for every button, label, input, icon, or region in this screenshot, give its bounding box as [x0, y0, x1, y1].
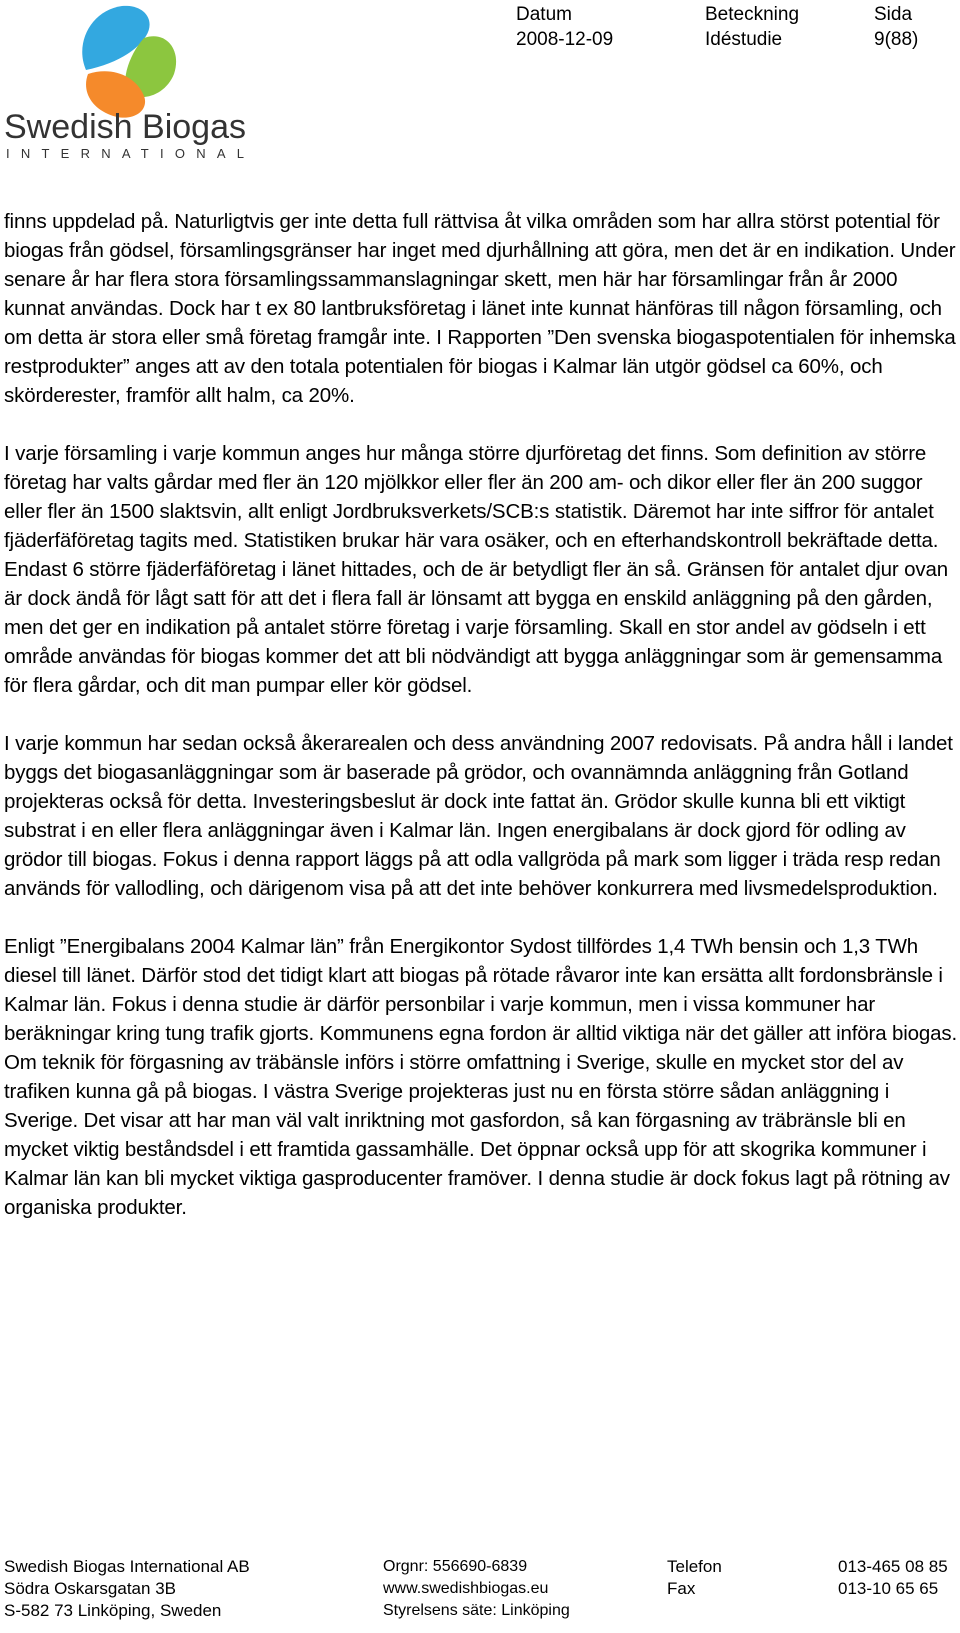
footer-address-block [4, 1556, 250, 1622]
paragraph: Enligt ”Energibalans 2004 Kalmar län” från Energikontor Sydost tillfördes 1,4 TWh bensin och 1,3 TWh diesel till länet. Därför stod det tidigt klart att biogas på rötade råvaror inte kan ersätta allt fordonsbränsle i Kalmar län. Fokus i denna studie är därför personbilar i varje kommun, men i vissa kommuner har beräkningar kring tung trafik gjorts. Kommunens egna fordon är alltid viktiga när det gäller att införa biogas. Om teknik för förgasning av träbänsle införs i större omfattning i Sverige, skulle en mycket stor del av trafiken kunna gå på biogas. I västra Sverige projekteras just nu en första större sådan anläggning i Sverige. Det visar att har man väl valt inriktning mot gasfordon, så kan förgasning av träbränsle bli en mycket viktig beståndsdel i ett framtida gassamhälle. Det öppnar också upp för att skogrika kommuner i Kalmar län kan bli mycket viktiga gasproducenter framöver. I denna studie är dock fokus lagt på rötning av organiska produkter. [4, 935, 958, 1219]
logo-wordmark: Swedish Biogas [4, 108, 246, 146]
paragraph: I varje kommun har sedan också åkerarealen och dess användning 2007 redovisats. På andra håll i landet byggs det biogasanläggningar som är baserade på grödor, och ovannämnda anläggning från Gotland projekteras också för detta. Investeringsbeslut är dock inte fattat än. Grödor skulle kunna bli ett viktigt substrat i en eller flera anläggningar även i Kalmar län. Ingen energibalans är dock gjord för odling av grödor till biogas. Fokus i denna rapport läggs på att odla vallgröda på mark som ligger i träda resp redan används för vallodling, och därigenom visa på att det inte behöver konkurrera med livsmedelsproduktion. [4, 732, 953, 900]
footer-street: Södra Oskarsgatan 3B [4, 1579, 176, 1598]
reference-label: Beteckning [705, 4, 800, 25]
footer-orgnr: Orgnr: 556690-6839 [383, 1558, 528, 1575]
date-value: 2008-12-09 [516, 29, 614, 50]
header-date-block [516, 2, 613, 52]
footer-contact-labels [667, 1556, 722, 1600]
paragraph: finns uppdelad på. Naturligtvis ger inte detta full rättvisa åt vilka områden som har allra störst potential för biogas från gödsel, församlingsgränser har inget med djurhållning att göra, men det är en indikation. Under senare år har flera stora församlingssammanslagningar skett, men här har församlingar från år 2000 kunnat användas. Dock har t ex 80 lantbruksföretag i länet inte kunnat hänföras till någon församling, och om detta är stora eller små företag framgår inte. I Rapporten ”Den svenska biogaspotentialen för inhemska restprodukter” anges att av den totala potentialen för biogas i Kalmar län utgör gödsel ca 60%, och skörderester, framför allt halm, ca 20%. [4, 210, 956, 407]
paragraph: I varje församling i varje kommun anges hur många större djurföretag det finns. Som definition av större företag har valts gårdar med fler än 120 mjölkkor eller fler än 200 am- och dikor eller fler än 200 suggor eller fler än 1500 slaktsvin, allt enligt Jordbruksverkets/SCB:s statistik. Däremot har inte siffror för antalet fjäderfäföretag tagits med. Statistiken brukar här vara osäker, och en efterhandskontroll bekräftade detta. Endast 6 större fjäderfäföretag i länet hittades, och de är betydligt fler än så. Gränsen för antalet djur ovan är dock ändå för lågt satt för att det i flera fall är lönsamt att bygga en enskild anläggning på den gården, men det ger en indikation på antalet större företag i varje församling. Skall en stor andel av gödseln i ett område användas för biogas kommer det att bli nödvändigt att bygga anläggningar som är gemensamma för flera gårdar, och dit man pumpar eller kör gödsel. [4, 442, 948, 697]
footer-city: S-582 73 Linköping, Sweden [4, 1601, 222, 1620]
footer-company-name: Swedish Biogas International AB [4, 1557, 250, 1576]
page-label: Sida [874, 4, 913, 25]
date-label: Datum [516, 4, 572, 25]
header-reference-block [705, 2, 799, 52]
header-page-block [874, 2, 918, 52]
footer-board-seat: Styrelsens säte: Linköping [383, 1602, 570, 1619]
footer-fax-number: 013-10 65 65 [838, 1579, 939, 1598]
footer-registration-block [383, 1556, 570, 1622]
footer-fax-label: Fax [667, 1579, 696, 1598]
page-number: 9(88) [874, 29, 919, 50]
footer-phone-label: Telefon [667, 1557, 722, 1576]
footer-website-link[interactable]: www.swedishbiogas.eu [383, 1580, 549, 1597]
company-logo [4, 2, 254, 162]
footer-contact-values [838, 1556, 948, 1600]
footer-phone-number: 013-465 08 85 [838, 1557, 948, 1576]
reference-value: Idéstudie [705, 29, 783, 50]
document-body [4, 207, 958, 1251]
logo-mark [4, 2, 254, 162]
logo-subtitle: INTERNATIONAL [6, 146, 244, 161]
